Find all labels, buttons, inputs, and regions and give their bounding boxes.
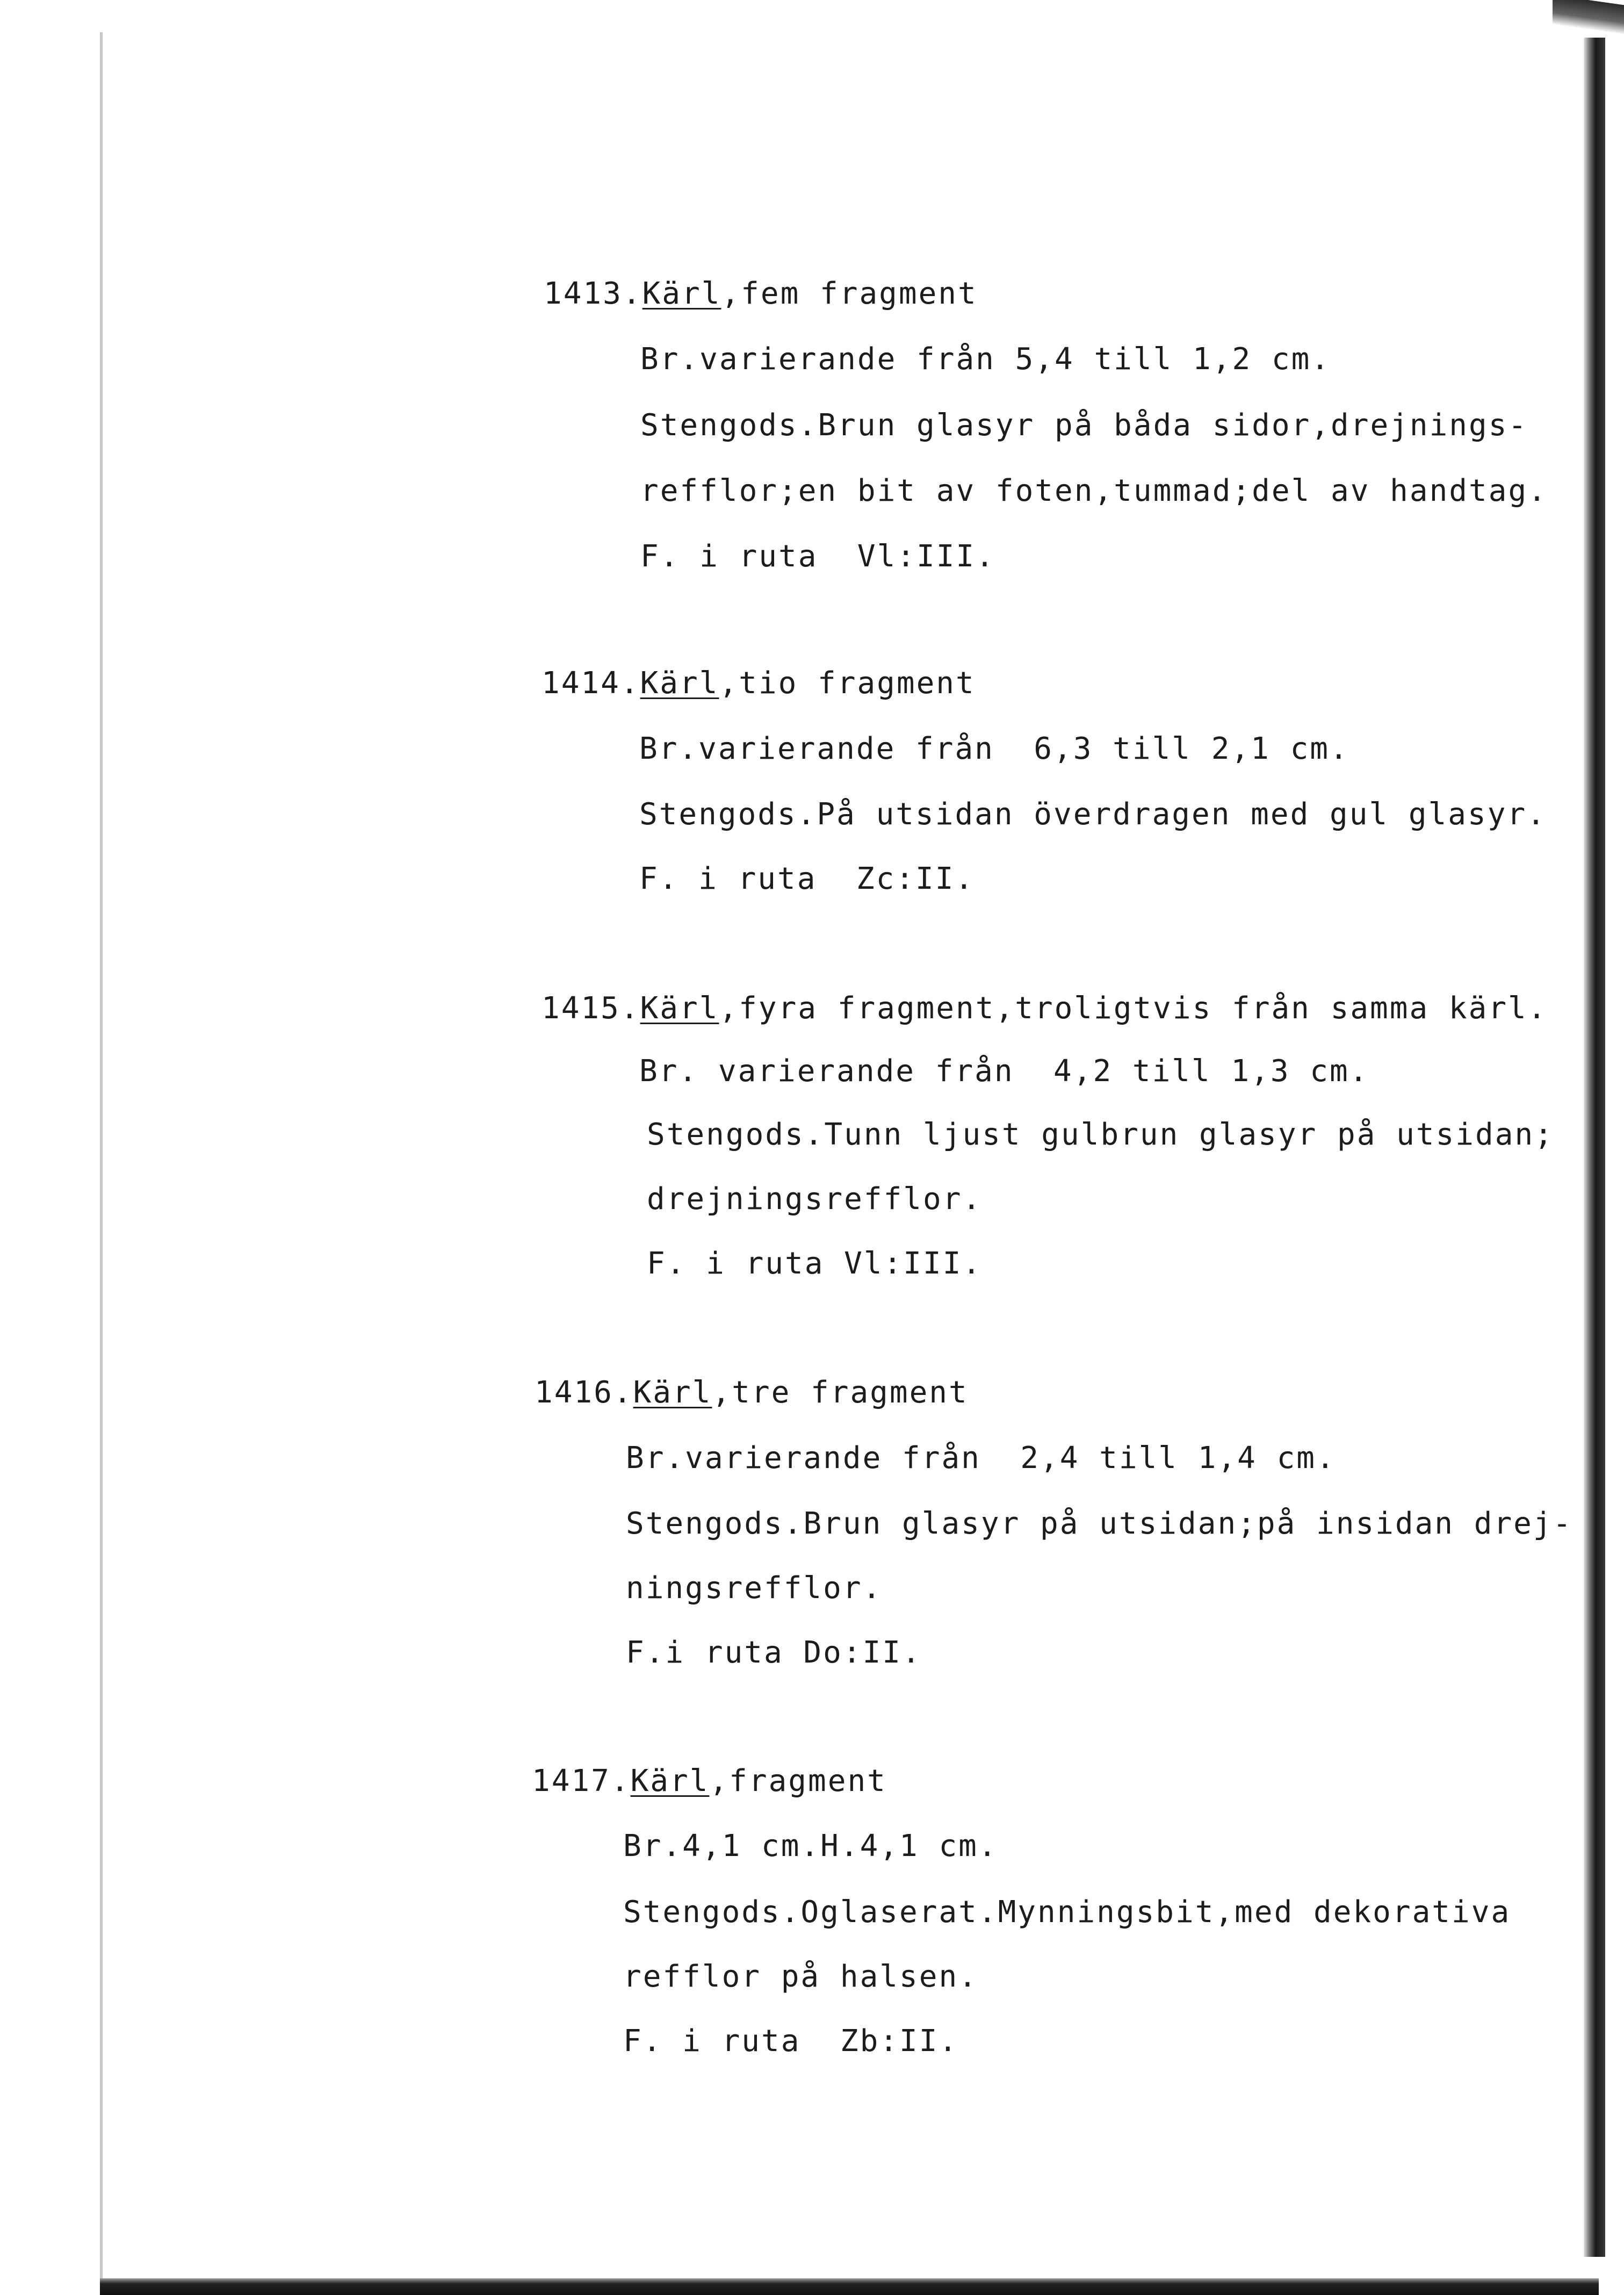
entry-line: F.i ruta Do:II. <box>626 1635 922 1670</box>
entry-title-word: Kärl <box>640 666 719 701</box>
entry-number: 1413. <box>544 276 643 311</box>
page-edge-bottom <box>100 2278 1599 2295</box>
entry-title-rest: ,tio fragment <box>719 666 976 701</box>
entry-heading <box>544 277 978 311</box>
entry-line: Stengods.På utsidan överdragen med gul glasyr. <box>639 797 1547 832</box>
entry-line: Stengods.Tunn ljust gulbrun glasyr på utsidan; <box>647 1117 1554 1152</box>
entry-line: refflor på halsen. <box>623 1959 978 1994</box>
entry-heading <box>542 991 1547 1026</box>
entry-heading <box>532 1764 887 1798</box>
page-edge-right <box>1584 38 1605 2257</box>
entry-line: Br.varierande från 2,4 till 1,4 cm. <box>626 1441 1336 1476</box>
entry-line: Br.varierande från 6,3 till 2,1 cm. <box>639 731 1349 766</box>
entry-line: Stengods.Oglaserat.Mynningsbit,med dekorativa <box>623 1895 1511 1930</box>
entry-line: Br.varierande från 5,4 till 1,2 cm. <box>640 342 1331 377</box>
entry-heading <box>535 1376 969 1410</box>
entry-title-word: Kärl <box>630 1764 710 1798</box>
entry-number: 1414. <box>542 666 640 701</box>
entry-line: F. i ruta Zb:II. <box>623 2024 959 2059</box>
entry-title-rest: ,tre fragment <box>712 1375 969 1410</box>
entry-line: Stengods.Brun glasyr på utsidan;på insidan drej- <box>626 1506 1573 1541</box>
entry-line: Stengods.Brun glasyr på båda sidor,drejnings- <box>640 408 1528 443</box>
entry-title-rest: ,fragment <box>709 1764 887 1798</box>
entry-line: ningsrefflor. <box>626 1571 883 1606</box>
entry-number: 1416. <box>535 1375 633 1410</box>
entry-line: Br.4,1 cm.H.4,1 cm. <box>623 1829 998 1864</box>
entry-title-word: Kärl <box>642 276 721 311</box>
entry-line: F. i ruta Zc:II. <box>639 861 975 896</box>
entry-title-rest: ,fyra fragment,troligtvis från samma kärl. <box>719 991 1548 1026</box>
entry-title-rest: ,fem fragment <box>721 276 978 311</box>
entry-line: F. i ruta Vl:III. <box>640 539 995 574</box>
entry-heading <box>542 666 976 701</box>
page-edge-left <box>100 32 103 2289</box>
entry-line: drejningsrefflor. <box>647 1182 983 1217</box>
entry-number: 1415. <box>542 991 640 1026</box>
entry-number: 1417. <box>532 1764 631 1798</box>
scan-shadow-top-right <box>1553 0 1624 34</box>
entry-line: F. i ruta Vl:III. <box>647 1246 983 1281</box>
entry-line: refflor;en bit av foten,tummad;del av handtag. <box>640 473 1548 508</box>
entry-title-word: Kärl <box>640 991 719 1026</box>
entry-title-word: Kärl <box>633 1375 712 1410</box>
entry-line: Br. varierande från 4,2 till 1,3 cm. <box>639 1054 1369 1089</box>
